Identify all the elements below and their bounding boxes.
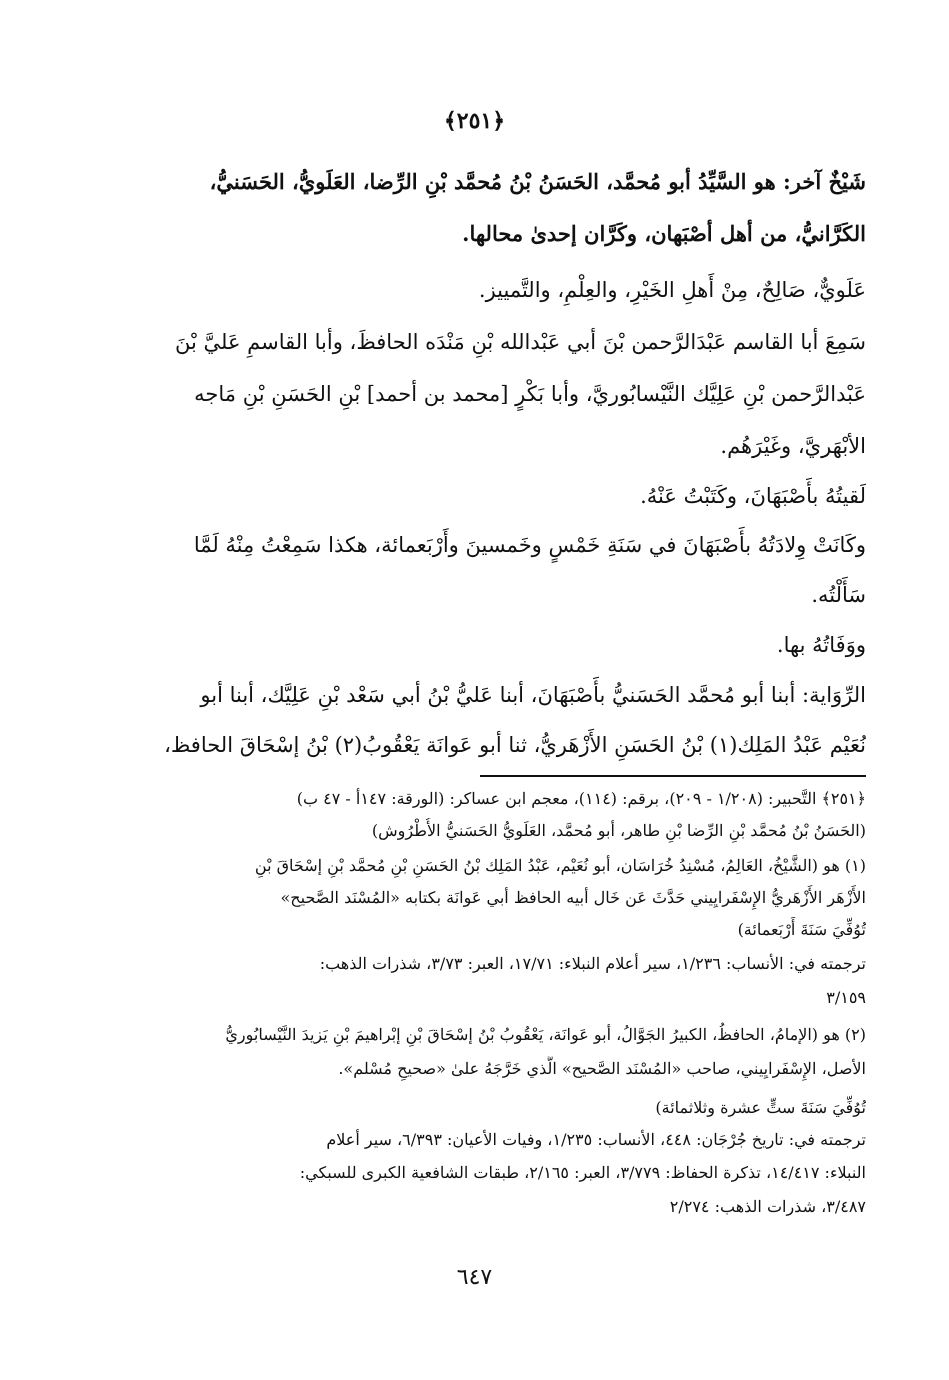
footnote-line-8: (٢) هو (الإمامُ، الحافظُ، الكبيرُ الجَوَّالُ، أبو عَوانَة، يَعْقُوبُ بْنُ إسْحَاقَ بْنِ إبْراهيمَ بْنِ يَزيدَ النَّيْسابُوريُّ <box>225 1025 866 1044</box>
footnote-line-4: الأَزْهَر الأَزْهَريُّ الإِسْفَرايِيني حَدَّثَ عَن خَال أبيه الحافظ أبي عَوانَة بكتابه «المُسْنَد الصَّحيح» <box>280 888 866 907</box>
footnote-line-3: (١) هو (الشَّيْخُ، العَالِمُ، مُسْنِدُ خُرَاسَان، أبو نُعَيْم، عَبْدُ المَلِك بْنُ الحَسَنِ بْنِ مُحمَّد بْنِ إسْحَاقَ بْنِ <box>254 856 866 875</box>
main-line-6: الأبْهَريَّ، وغَيْرَهُم. <box>720 434 866 458</box>
main-line-7: لَقيتُهُ بأَصْبَهَانَ، وكَتَبْتُ عَنْهُ. <box>640 484 866 508</box>
main-line-2: الكَرَّانيُّ، من أهل أصْبَهان، وكَرَّان إحدىٰ محالها. <box>462 221 866 246</box>
main-line-5: عَبْدالرَّحمن بْنِ عَلِيَّك النَّيْسابُوريَّ، وأبا بَكْرٍ [محمد بن أحمد] بْنِ الحَسَنِ بْنِ مَاجه <box>194 382 866 406</box>
entry-number: ﴿٢٥١﴾ <box>443 108 506 134</box>
footnote-line-7: ٣/١٥٩ <box>826 988 866 1007</box>
footnote-line-2: (الحَسَنُ بْنُ مُحمَّد بْنِ الرِّضا بْنِ طاهر، أبو مُحمَّد، العَلَويُّ الحَسَنيُّ الأُطْرُوش) <box>371 821 866 840</box>
page-number: ٦٤٧ <box>456 1265 493 1290</box>
footnote-separator <box>480 775 866 777</box>
main-line-9: سَأَلْتُه. <box>811 583 866 607</box>
main-line-12: نُعَيْم عَبْدُ المَلِك(١) بْنُ الحَسَنِ الأَزْهَريُّ، ثنا أبو عَوانَة يَعْقُوبُ(٢) بْنُ إسْحَاقَ الحافظ، <box>164 733 866 757</box>
footnote-line-11: ترجمته في: تاريخ جُرْجَان: ٤٤٨، الأنساب: ١/٢٣٥، وفيات الأعيان: ٦/٣٩٣، سير أعلام <box>326 1130 866 1149</box>
main-line-8: وكَانَتْ وِلادَتُهُ بأَصْبَهَانَ في سَنَةِ خَمْسٍ وخَمسينَ وأَرْبَعمائة، هكذا سَمِعْتُ مِنْهُ لَمَّا <box>193 533 866 557</box>
footnote-line-1: ﴿٢٥١﴾ التَّحبير: (١/٢٠٨ - ٢٠٩)، برقم: (١١٤)، معجم ابن عساكر: (الورقة: ١٤٧أ - ٤٧ ب) <box>296 789 866 808</box>
main-line-1: شَيْخٌ آخر: هو السَّيِّدُ أبو مُحمَّد، الحَسَنُ بْنُ مُحمَّد بْنِ الرِّضا، العَلَويُّ، الحَسَنيُّ، <box>209 169 866 194</box>
footnote-line-10: تُوُفِّيَ سَنَةَ ستٍّ عشرة وثلاثمائة) <box>655 1098 866 1117</box>
main-line-3: عَلَويٌّ، صَالِحٌ، مِنْ أَهلِ الخَيْرِ، والعِلْمِ، والتَّمييز. <box>478 278 866 302</box>
main-line-11: الرِّوَاية: أبنا أبو مُحمَّد الحَسَنيُّ بأَصْبَهَانَ، أبنا عَليُّ بْنُ أبي سَعْد بْنِ عَلِيَّك، أبنا أبو <box>200 683 866 707</box>
footnote-line-6: ترجمته في: الأنساب: ١/٢٣٦، سير أعلام النبلاء: ١٧/٧١، العبر: ٣/٧٣، شذرات الذهب: <box>319 954 866 973</box>
footnote-line-13: ٣/٤٨٧، شذرات الذهب: ٢/٢٧٤ <box>669 1197 866 1216</box>
footnote-line-12: النبلاء: ١٤/٤١٧، تذكرة الحفاظ: ٣/٧٧٩، العبر: ٢/١٦٥، طبقات الشافعية الكبرى للسبكي: <box>299 1163 866 1182</box>
main-line-4: سَمِعَ أبا القاسم عَبْدَالرَّحمن بْنَ أبي عَبْدالله بْنِ مَنْدَه الحافظَ، وأبا القاسمِ عَليَّ بْنَ <box>174 330 866 354</box>
footnote-line-5: تُوُفِّيَ سَنَةَ أَرْبَعمائة) <box>737 920 866 939</box>
footnote-line-9: الأصل، الإِسْفَرايِيني، صاحب «المُسْنَد الصَّحيح» الَّذي خَرَّجَهُ علىٰ «صحيحِ مُسْلم». <box>338 1059 866 1078</box>
main-line-10: ووَفَاتُهُ بها. <box>776 633 866 657</box>
